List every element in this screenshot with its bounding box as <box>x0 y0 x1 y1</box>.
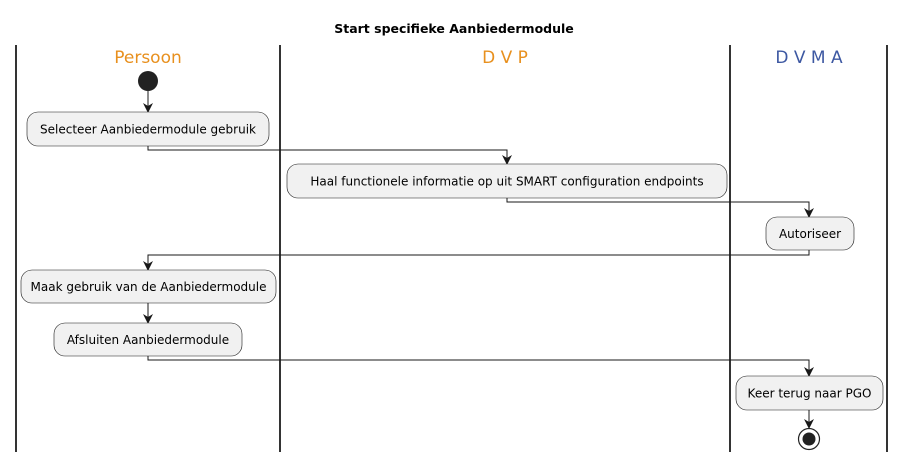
flow-arrow <box>507 198 809 217</box>
start-node <box>138 71 158 91</box>
activity-keer-terug <box>736 376 883 410</box>
activity-autoriseer <box>766 217 854 250</box>
activity-label: Afsluiten Aanbiedermodule <box>66 333 230 347</box>
flow-arrow <box>148 146 507 164</box>
lane-title-dvp: D V P <box>482 48 528 68</box>
activity-maak-gebruik <box>21 270 276 303</box>
activity-afsluiten-aanbiedermodule <box>54 323 242 356</box>
activity-label: Haal functionele informatie op uit SMART configuration endpoints <box>310 174 704 189</box>
activity-label: Keer terug naar PGO <box>747 386 872 401</box>
lane-title-persoon: Persoon <box>114 48 182 68</box>
lane-title-dvma: D V M A <box>775 48 843 68</box>
activity-selecteer-aanbiedermodule <box>27 112 269 146</box>
flow-arrow <box>148 250 809 270</box>
activity-label: Selecteer Aanbiedermodule gebruik <box>40 122 256 137</box>
activity-label: Maak gebruik van de Aanbiedermodule <box>30 280 267 294</box>
flow-arrow <box>148 356 809 376</box>
activity-haal-functionele-informatie <box>287 164 727 198</box>
end-node <box>799 429 820 450</box>
diagram-title: Start specifieke Aanbiedermodule <box>334 21 574 36</box>
activity-label: Autoriseer <box>778 227 842 241</box>
